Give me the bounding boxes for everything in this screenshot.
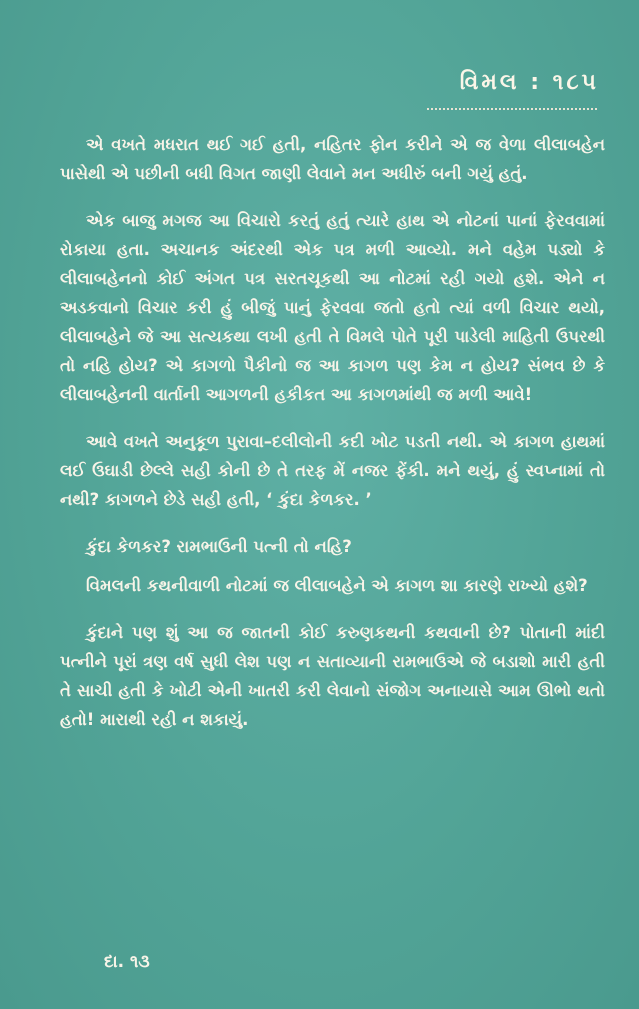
paragraph-1: એ વખતે મધરાત થઈ ગઈ હતી, નહિતર ફોન કરીને એ જ વેળા લીલાબહેન પાસેથી એ પછીની બધી વિગત જાણી લેવાને મન અધીરું બની ગયું હતું.	[60, 135, 605, 183]
paragraph-6: કુંદાને પણ શું આ જ જાતની કોઈ કરુણકથની કથવાની છે? પોતાની માંદી પત્નીને પૂરાં ત્રણ વર્ષ સુધી લેશ પણ ન સતાવ્યાની રામભાઉએ જે બડાશો મારી હતી તે સાચી હતી કે ખોટી એની ખાતરી કરી લેવાનો સંજોગ અનાયાસે આમ ઊભો થતો હતો! મારાથી રહી ન શકાયું.	[60, 623, 605, 729]
signature-mark: દા. ૧૩	[104, 952, 150, 972]
paragraph-5: વિમલની કથનીવાળી નોટમાં જ લીલાબહેને એ કાગળ શા કારણે રાખ્યો હશે?	[86, 576, 588, 595]
paragraph-2: એક બાજુ મગજ આ વિચારો કરતું હતું ત્યારે હાથ એ નોટનાં પાનાં ફેરવવામાં રોકાયા હતા. અચાનક અંદરથી એક પત્ર મળી આવ્યો. મને વહેમ પડ્યો કે લીલાબહેનનો કોઈ અંગત પત્ર સરતચૂકથી આ નોટમાં રહી ગયો હશે. એને ન અડકવાનો વિચાર કરી હું બીજું પાનું ફેરવવા જતો હતો ત્યાં વળી વિચાર થયો, લીલાબહેને જે આ સત્યકથા લખી હતી તે વિમલે પોતે પૂરી પાડેલી માહિતી ઉપરથી તો નહિ હોય? એ કાગળો પૈકીનો જ આ કાગળ પણ કેમ ન હોય? સંભવ છે કે લીલાબહેનની વાર્તાની આગળની હકીકત આ કાગળમાંથી જ મળી આવે!	[60, 211, 605, 404]
paragraph-3: આવે વખતે અનુકૂળ પુરાવા–દલીલોની કદી ખોટ પડતી નથી. એ કાગળ હાથમાં લઈ ઉઘાડી છેલ્લે સહી કોની છે તે તરફ મેં નજર ફેંકી. મને થયું, હું સ્વપ્નામાં તો નથી? કાગળને છેડે સહી હતી, ‘ કુંદા કેળકર. ’	[60, 432, 605, 509]
paragraph-4: કુંદા કેળકર? રામભાઉની પત્ની તો નહિ?	[86, 537, 352, 556]
running-header: વિમલ : ૧૮૫	[459, 70, 599, 95]
header-underline	[427, 102, 597, 110]
page-body	[60, 130, 605, 752]
